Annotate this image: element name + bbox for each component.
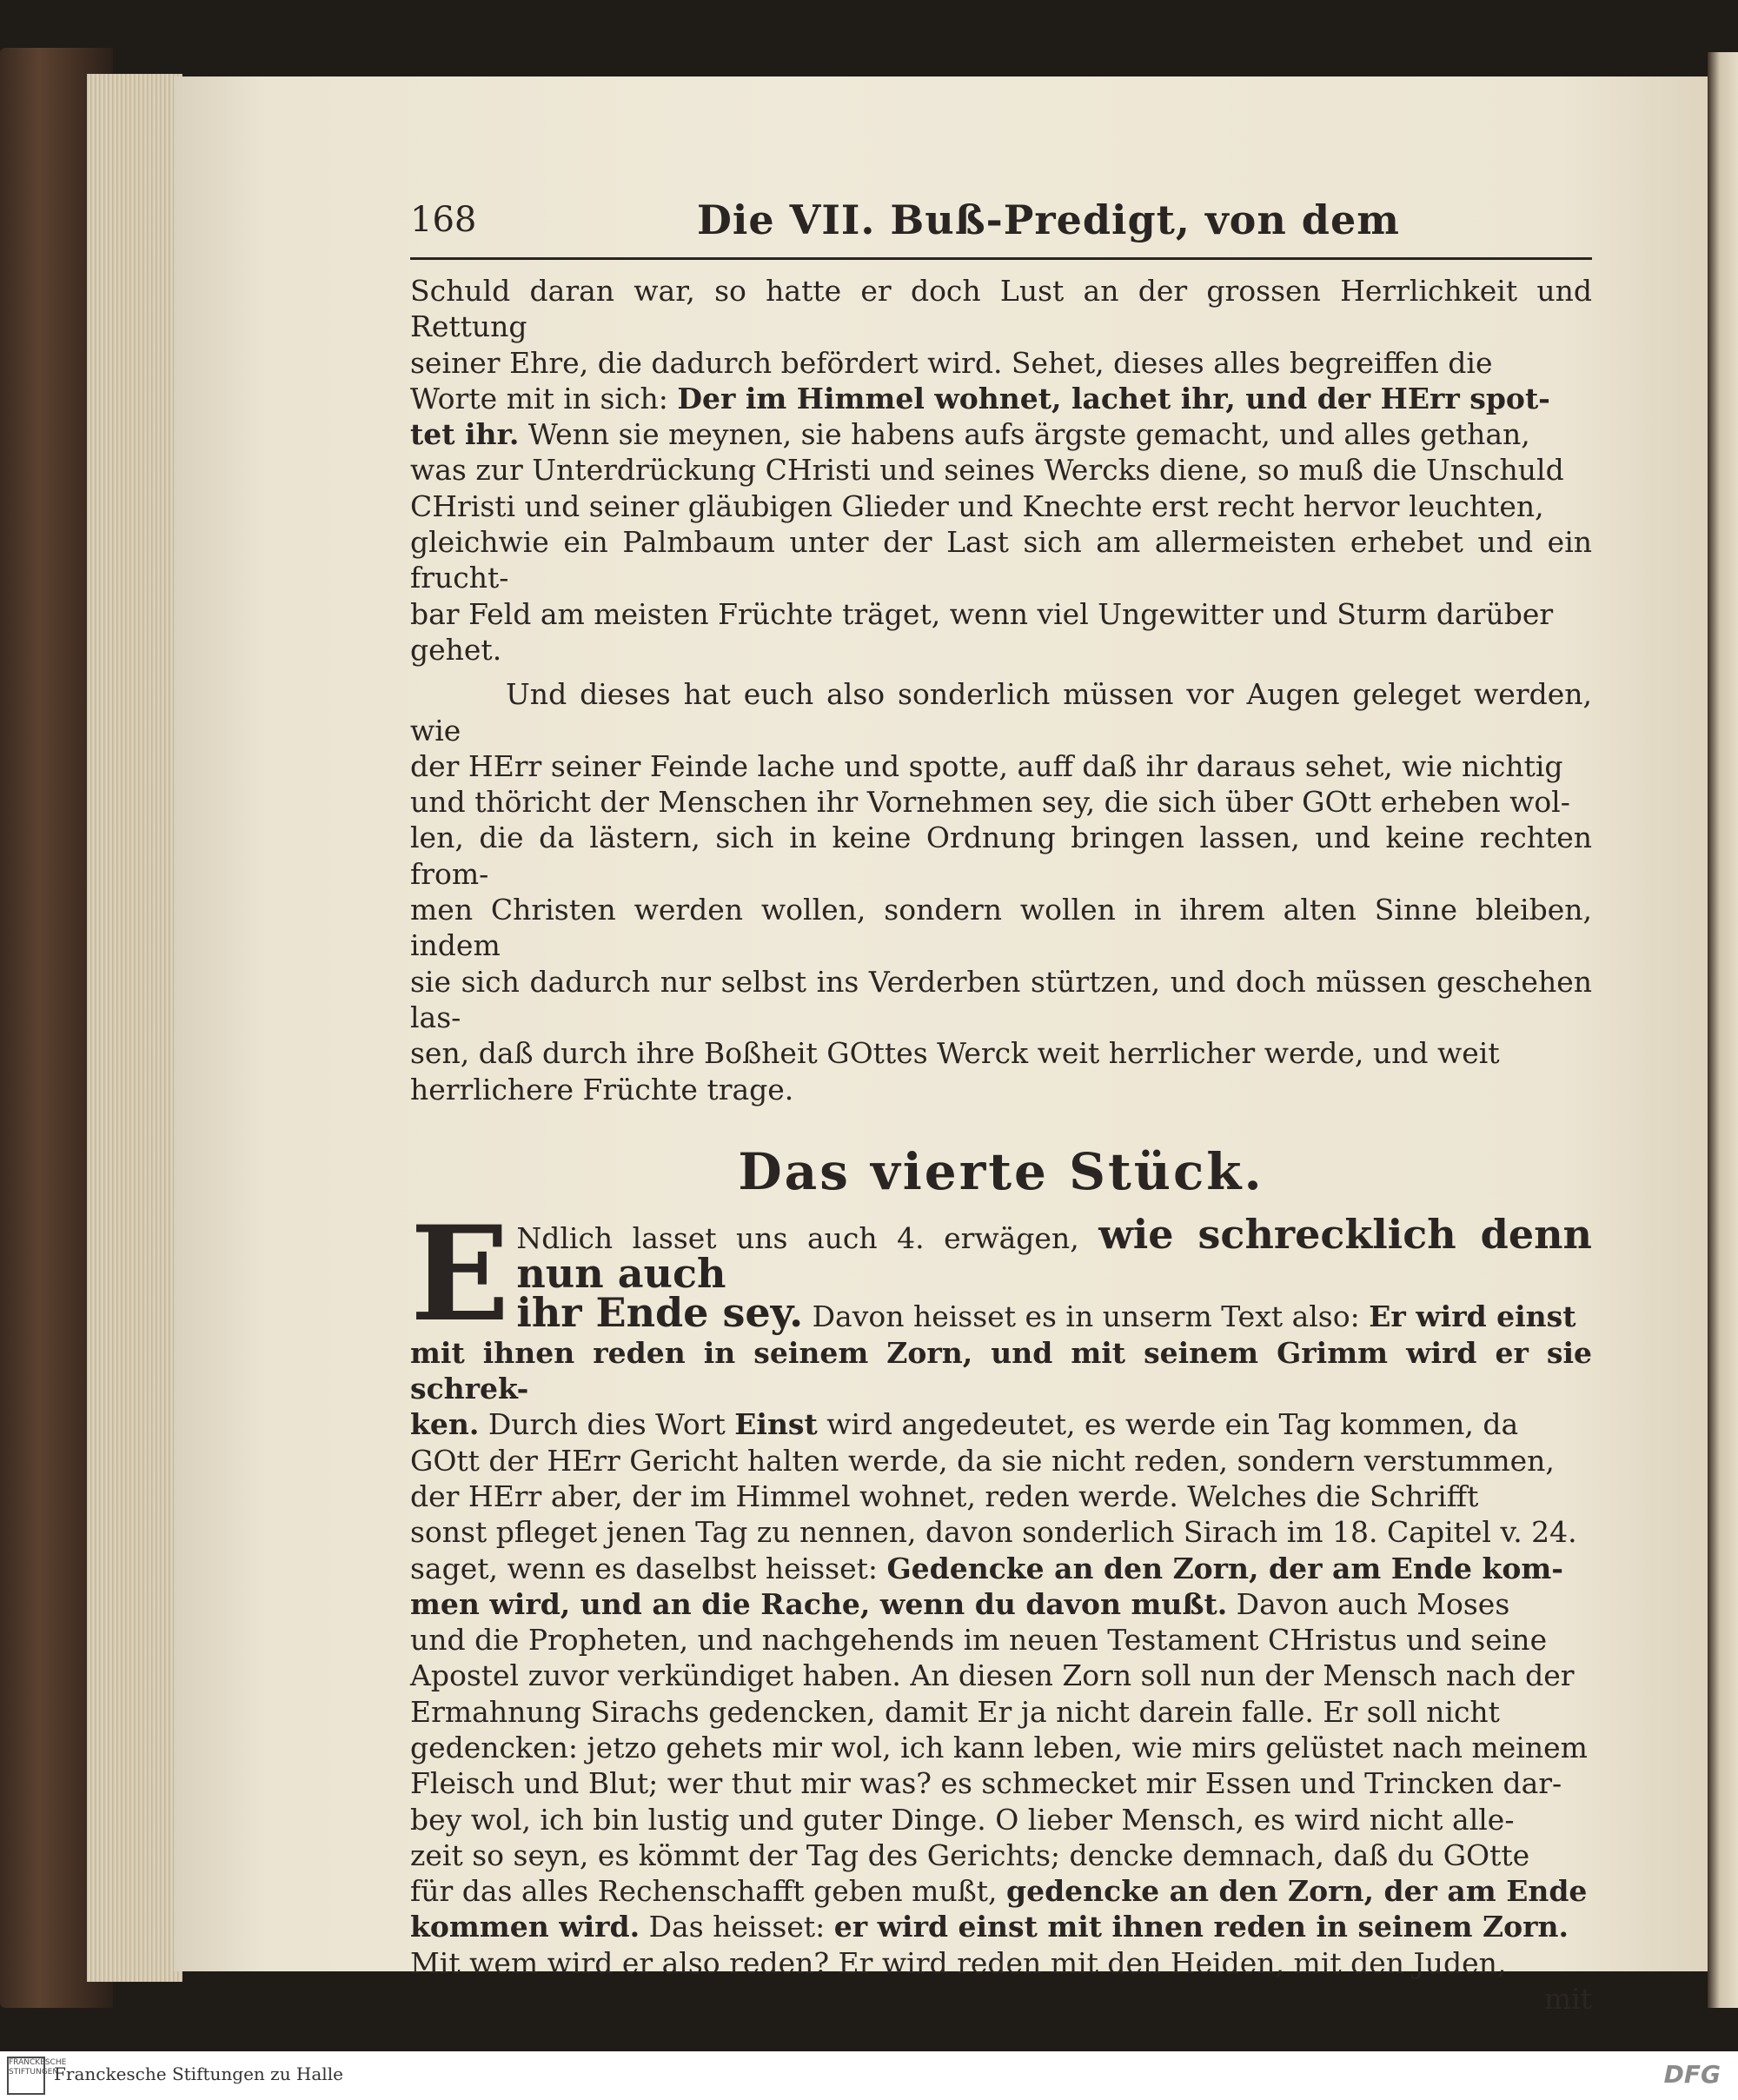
text-line: gedencken: jetzo gehets mir wol, ich kann leben, wie mirs gelüstet nach meinem xyxy=(410,1730,1588,1764)
text-line: zeit so seyn, es kömmt der Tag des Gerichts; dencke demnach, daß du GOtte xyxy=(410,1838,1530,1872)
text-line: für das alles Rechenschafft geben mußt, xyxy=(410,1874,1007,1909)
text-line: men Christen werden wollen, sondern wollen in ihrem alten Sinne bleiben, indem xyxy=(410,893,1592,963)
text-line: sie sich dadurch nur selbst ins Verderben stürtzen, und doch müssen geschehen las- xyxy=(410,964,1592,1034)
text-line: Und dieses hat euch also sonderlich müssen vor Augen geleget werden, wie xyxy=(410,677,1592,748)
text-line: sonst pfleget jenen Tag zu nennen, davon sonderlich Sirach im 18. Capitel v. 24. xyxy=(410,1515,1577,1550)
text-line: herrlichere Früchte trage. xyxy=(410,1072,794,1106)
body-text xyxy=(410,273,1592,2017)
emphasis-text: men wird, und an die Rache, wenn du davon mußt. xyxy=(410,1586,1228,1621)
text-line: Mit wem wird er also reden? Er wird reden mit den Heiden, mit den Juden, xyxy=(410,1945,1507,1980)
text-line: der HErr aber, der im Himmel wohnet, reden werde. Welches die Schrifft xyxy=(410,1479,1479,1513)
text-line: Wenn sie meynen, sie habens aufs ärgste gemacht, und alles gethan, xyxy=(519,417,1530,452)
paragraph-1 xyxy=(410,273,1592,668)
emphasis-text: ihr Ende sey. xyxy=(516,1289,804,1337)
emphasis-text: ken. xyxy=(410,1407,480,1442)
dfg-logo: DFG xyxy=(1663,2060,1721,2089)
emphasis-text: tet ihr. xyxy=(410,417,520,452)
text-line: Davon auch Moses xyxy=(1227,1586,1510,1621)
text-line: saget, wenn es daselbst heisset: xyxy=(410,1551,887,1585)
text-line: gehet. xyxy=(410,632,502,667)
text-line: GOtt der HErr Gericht halten werde, da sie nicht reden, sondern verstummen, xyxy=(410,1443,1555,1478)
drop-cap: E xyxy=(410,1197,510,1351)
text-line: Worte mit in sich: xyxy=(410,381,678,415)
text-line: der HErr seiner Feinde lache und spotte, auff daß ihr daraus sehet, wie nichtig xyxy=(410,748,1563,783)
text-line: bey wol, ich bin lustig und guter Dinge. O lieber Mensch, es wird nicht alle- xyxy=(410,1802,1515,1837)
emphasis-text: er wird einst mit ihnen reden in seinem Zorn. xyxy=(833,1910,1569,1944)
emphasis-text: Gedencke an den Zorn, der am Ende kom- xyxy=(886,1551,1563,1585)
header-rule xyxy=(410,257,1592,260)
text-line: seiner Ehre, die dadurch befördert wird. Sehet, dieses alles begreiffen die xyxy=(410,345,1493,380)
right-page-gutter xyxy=(1708,52,1738,2008)
emphasis-text: Er wird einst xyxy=(1369,1299,1576,1334)
page-number: 168 xyxy=(410,200,477,240)
emphasis-text: kommen wird. xyxy=(410,1910,640,1944)
emphasis-text: mit ihnen reden in seinem Zorn, und mit seinem Grimm wird er sie schrek- xyxy=(410,1335,1592,1406)
running-title: Die VII. Buß-Predigt, von dem xyxy=(697,196,1400,243)
text-line: gleichwie ein Palmbaum unter der Last sich am allermeisten erhebet und ein frucht- xyxy=(410,525,1592,595)
text-line: Das heisset: xyxy=(640,1910,834,1944)
emphasis-text: Der im Himmel wohnet, lachet ihr, und der HErr spot- xyxy=(677,381,1550,415)
emphasis-text: gedencke an den Zorn, der am Ende xyxy=(1006,1874,1588,1909)
text-line: CHristi und seiner gläubigen Glieder und Knechte erst recht hervor leuchten, xyxy=(410,488,1544,523)
text-line: und thöricht der Menschen ihr Vornehmen sey, die sich über GOtt erheben wol- xyxy=(410,785,1570,820)
emphasis-text: wie schrecklich denn nun auch xyxy=(516,1210,1592,1298)
text-line: Fleisch und Blut; wer thut mir was? es schmecket mir Essen und Trincken dar- xyxy=(410,1766,1562,1801)
paragraph-3 xyxy=(410,1197,1592,1981)
text-line: Davon heisset es in unserm Text also: xyxy=(803,1299,1370,1334)
emphasis-text: Einst xyxy=(734,1407,818,1442)
catchword: mit xyxy=(1543,1982,1592,2017)
text-line: bar Feld am meisten Früchte träget, wenn viel Ungewitter und Sturm darüber xyxy=(410,596,1554,631)
text-line: Ermahnung Sirachs gedencken, damit Er ja nicht darein falle. Er soll nicht xyxy=(410,1694,1500,1729)
institution-name: Franckesche Stiftungen zu Halle xyxy=(54,2063,343,2084)
footer-bar xyxy=(0,2051,1738,2100)
page-text-block xyxy=(410,193,1592,2017)
running-head xyxy=(410,193,1592,247)
text-line: Ndlich lasset uns auch 4. erwägen, xyxy=(516,1220,1099,1255)
institution-logo: FRANCKESCHE STIFTUNGEN xyxy=(7,2057,45,2095)
text-line: Apostel zuvor verkündiget haben. An diesen Zorn soll nun der Mensch nach der xyxy=(410,1658,1575,1693)
text-line: len, die da lästern, sich in keine Ordnung bringen lassen, und keine rechten from- xyxy=(410,821,1592,891)
text-line: Schuld daran war, so hatte er doch Lust an der grossen Herrlichkeit und Rettung xyxy=(410,274,1592,344)
text-line: und die Propheten, und nachgehends im neuen Testament CHristus und seine xyxy=(410,1623,1548,1658)
page-edges xyxy=(87,74,182,1982)
text-line: was zur Unterdrückung CHristi und seines Wercks diene, so muß die Unschuld xyxy=(410,453,1564,488)
text-line: Durch dies Wort xyxy=(479,1407,735,1442)
text-line: sen, daß durch ihre Boßheit GOttes Werck weit herrlicher werde, und weit xyxy=(410,1036,1500,1071)
section-heading: Das vierte Stück. xyxy=(738,1141,1264,1201)
paragraph-2 xyxy=(410,676,1592,1107)
text-line: wird angedeutet, es werde ein Tag kommen, da xyxy=(817,1407,1519,1442)
